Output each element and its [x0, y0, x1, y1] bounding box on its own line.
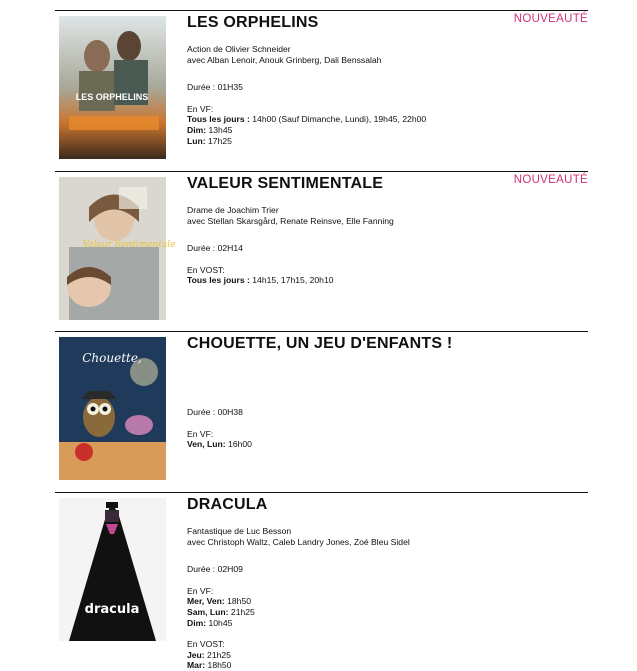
poster-title: Chouette, — [82, 351, 142, 365]
film-genre: Action de Olivier Schneider — [187, 44, 291, 54]
poster-title: LES ORPHELINS — [75, 92, 149, 102]
film-genre: Fantastique de Luc Besson — [187, 526, 292, 536]
version-label: En VOST: — [187, 264, 225, 275]
version-label: En VOST: — [187, 639, 225, 650]
poster-title: Valeur Sentimentale — [82, 240, 176, 250]
session-line: Mar: 18h50 — [187, 660, 232, 671]
poster-image — [59, 498, 166, 641]
session-line: Mer, Ven: 18h50 — [187, 596, 252, 607]
session-line: Lun: 17h25 — [187, 135, 232, 146]
session-line: Ven, Lun: 16h00 — [187, 439, 252, 450]
film-genre: Drame de Joachim Trier — [187, 205, 279, 215]
session-line: Sam, Lun: 21h25 — [187, 606, 255, 617]
film-card-dracula — [55, 492, 588, 670]
film-title[interactable]: CHOUETTE, UN JEU D'ENFANTS ! — [187, 335, 453, 352]
film-info — [187, 174, 587, 286]
poster-image — [59, 16, 166, 159]
film-poster[interactable] — [59, 498, 166, 641]
film-cast: avec Stellan Skarsgård, Renate Reinsve, Elle Fanning — [187, 215, 394, 226]
film-card-les-orphelins — [55, 10, 588, 170]
film-card-valeur-sentimentale — [55, 171, 588, 331]
film-poster[interactable] — [59, 16, 166, 159]
poster-image — [59, 337, 166, 480]
film-duration: Durée : 02H09 — [187, 564, 243, 575]
film-poster[interactable] — [59, 177, 176, 320]
session-line: Dim: 10h45 — [187, 617, 233, 628]
session-line: Dim: 13h45 — [187, 124, 233, 135]
film-title[interactable]: DRACULA — [187, 496, 268, 513]
poster-title: dracula — [84, 602, 140, 617]
film-duration: Durée : 01H35 — [187, 82, 243, 93]
film-info — [187, 334, 587, 450]
film-title[interactable]: LES ORPHELINS — [187, 14, 319, 31]
film-duration: Durée : 02H14 — [187, 243, 243, 254]
session-line: Jeu: 21h25 — [187, 649, 231, 660]
film-card-chouette — [55, 331, 588, 491]
film-info — [187, 495, 587, 671]
version-label: En VF: — [187, 428, 214, 439]
new-badge: NOUVEAUTÉ — [513, 174, 588, 186]
session-line: Tous les jours : 14h15, 17h15, 20h10 — [187, 275, 334, 286]
session-line: Tous les jours : 14h00 (Sauf Dimanche, Lundi), 19h45, 22h00 — [187, 114, 427, 125]
poster-image — [59, 177, 176, 320]
version-label: En VF: — [187, 103, 214, 114]
film-duration: Durée : 00H38 — [187, 407, 243, 417]
film-cast: avec Alban Lenoir, Anouk Grinberg, Dali Benssalah — [187, 54, 382, 65]
film-poster[interactable] — [59, 337, 166, 480]
film-cast: avec Christoph Waltz, Caleb Landry Jones, Zoé Bleu Sidel — [187, 536, 410, 547]
film-info — [187, 13, 587, 146]
film-title[interactable]: VALEUR SENTIMENTALE — [187, 175, 384, 192]
new-badge: NOUVEAUTÉ — [513, 13, 588, 25]
version-label: En VF: — [187, 585, 214, 596]
